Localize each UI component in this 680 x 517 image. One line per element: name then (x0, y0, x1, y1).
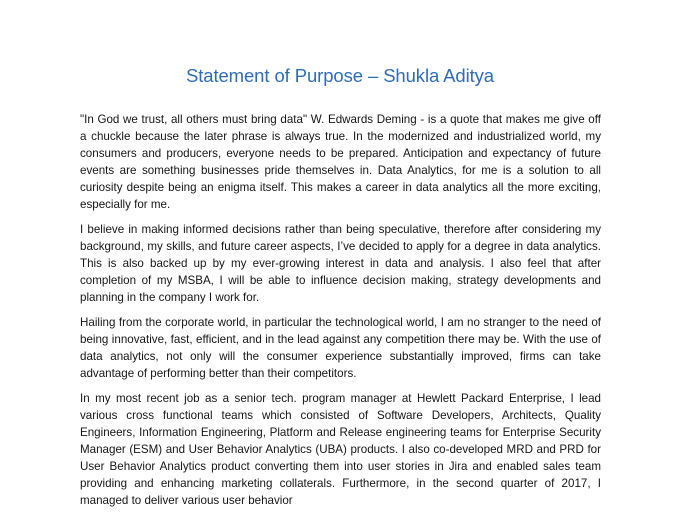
paragraph-deming-quote: "In God we trust, all others must bring data" W. Edwards Deming - is a quote that makes me give off a chuckle because the later phrase is always true. In the modernized and industrialized world, my consumers and producers, everyone needs to be prepared. Anticipation and expectancy of future events are something businesses pride themselves in. Data Analytics, for me is a solution to all curiosity despite being an enigma itself. This makes a career in data analytics all the more exciting, especially for me. (80, 113, 601, 211)
paragraph-recent-job: In my most recent job as a senior tech. program manager at Hewlett Packard Enterprise, I lead various cross functional teams which consisted of Software Developers, Architects, Quality Engineers, Information Engineering, Platform and Release engineering teams for Enterprise Security Manager (ESM) and User Behavior Analytics (UBA) products. I also co-developed MRD and PRD for User Behavior Analytics product converting them into user stories in Jira and enabled sales team providing and enhancing marketing collaterals. Furthermore, in the second quarter of 2017, I managed to deliver various user behavior (80, 392, 601, 507)
document-body (80, 111, 601, 517)
paragraph-corporate-world: Hailing from the corporate world, in particular the technological world, I am no stranger to the need of being innovative, fast, efficient, and in the lead against any competition there may be. With the use of data analytics, not only will the consumer experience substantially improved, firms can take advantage of performing better than their competitors. (80, 316, 601, 380)
paragraph-informed-decisions: I believe in making informed decisions rather than being speculative, therefore after considering my background, my skills, and future career aspects, I’ve decided to apply for a degree in data analytics. This is also backed up by my ever-growing interest in data and analysis. I also feel that after completion of my MSBA, I will be able to influence decision making, strategy developments and planning in the company I work for. (80, 223, 601, 304)
document-title: Statement of Purpose – Shukla Aditya (185, 65, 494, 86)
